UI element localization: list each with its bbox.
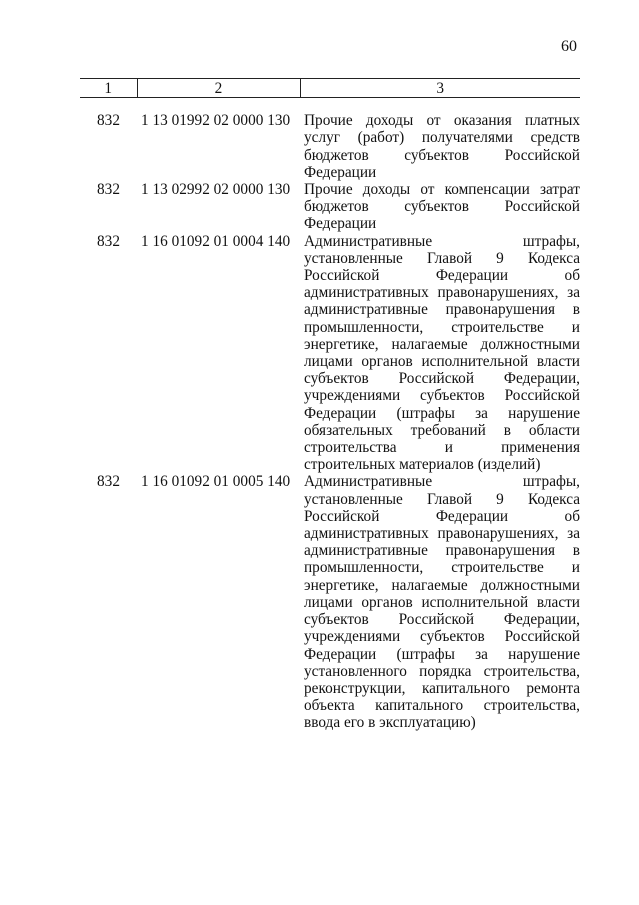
table-body: [80, 98, 580, 732]
column-header-2: 2: [137, 79, 300, 98]
page-number: 60: [561, 38, 577, 55]
column-header-3: 3: [300, 79, 580, 98]
admin-code-cell: 832: [97, 112, 120, 130]
budget-code-cell: 1 13 02992 02 0000 130: [141, 181, 291, 199]
table-header-row: [80, 79, 580, 98]
table-row: [80, 98, 580, 181]
revenue-name-cell: Административные штрафы, установленные Главой 9 Кодекса Российской Федерации об административных правонарушениях, за административные правонарушения в промышленности, строительстве и энергетике, налагаемые должностными лицами органов исполнительной власти субъектов Российской Федерации, учреждениями субъектов Российской Федерации (штрафы за нарушение установленного порядка строительства, реконструкции, капитального ремонта объекта капитального строительства, ввода его в эксплуатацию): [304, 473, 580, 732]
revenue-name-cell: Административные штрафы, установленные Главой 9 Кодекса Российской Федерации об административных правонарушениях, за административные правонарушения в промышленности, строительстве и энергетике, налагаемые должностными лицами органов исполнительной власти субъектов Российской Федерации, учреждениями субъектов Российской Федерации (штрафы за нарушение обязательных требований в области строительства и применения строительных материалов (изделий): [304, 232, 580, 474]
table-header: [80, 79, 580, 98]
admin-code-cell: 832: [97, 473, 120, 491]
revenue-name-cell: Прочие доходы от оказания платных услуг (работ) получателями средств бюджетов субъектов Российской Федерации: [304, 112, 580, 181]
admin-code-cell: 832: [97, 232, 120, 250]
table-row: [80, 473, 580, 731]
admin-code-cell: 832: [97, 181, 120, 199]
revenue-name-cell: Прочие доходы от компенсации затрат бюджетов субъектов Российской Федерации: [304, 181, 580, 233]
budget-code-cell: 1 16 01092 01 0004 140: [141, 232, 291, 250]
column-header-1: 1: [80, 79, 137, 98]
table-row: [80, 181, 580, 233]
revenue-codes-table: [80, 78, 580, 732]
budget-code-cell: 1 13 01992 02 0000 130: [141, 112, 291, 130]
table-row: [80, 233, 580, 474]
budget-code-cell: 1 16 01092 01 0005 140: [141, 473, 291, 491]
